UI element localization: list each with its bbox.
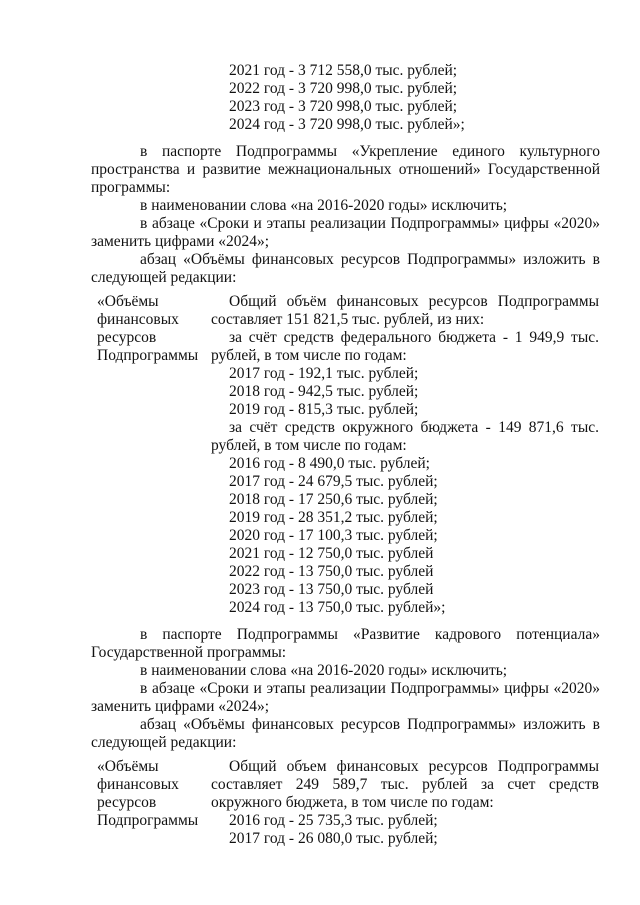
- table1-label-line3: ресурсов: [97, 329, 157, 346]
- table1-text-line3: за счёт средств федерального бюджета - 1 949,9 тыс.: [229, 329, 599, 346]
- table1-text-line8: за счёт средств окружного бюджета - 149 871,6 тыс.: [229, 419, 599, 436]
- table1-text-line15: 2021 год - 12 750,0 тыс. рублей: [229, 545, 434, 562]
- table1-text-line6: 2018 год - 942,5 тыс. рублей;: [229, 383, 419, 400]
- section1-item2-line1: в абзаце «Сроки и этапы реализации Подпрограммы» цифры «2020»: [140, 215, 600, 232]
- table2-text-line5: 2017 год - 26 080,0 тыс. рублей;: [229, 830, 438, 847]
- section2-item1: в наименовании слова «на 2016-2020 годы» исключить;: [140, 662, 508, 679]
- table1-text-line18: 2024 год - 13 750,0 тыс. рублей»;: [229, 599, 446, 616]
- table1-label-line4: Подпрограммы: [97, 347, 199, 364]
- table1-text-line7: 2019 год - 815,3 тыс. рублей;: [229, 401, 419, 418]
- top-amount-2021: 2021 год - 3 712 558,0 тыс. рублей;: [229, 62, 458, 79]
- section2-item3-line2: следующей редакции:: [91, 734, 237, 751]
- table1-text-line1: Общий объём финансовых ресурсов Подпрограммы: [229, 293, 599, 310]
- table1-text-line9: рублей, в том числе по годам:: [211, 437, 407, 454]
- section1-intro-line1: в паспорте Подпрограммы «Укрепление единого культурного: [140, 143, 600, 160]
- section1-intro-line3: программы:: [91, 179, 171, 196]
- table2-label-line1: «Объёмы: [97, 758, 159, 775]
- section2-item2-line2: заменить цифрами «2024»;: [91, 698, 270, 715]
- section1-item3-line2: следующей редакции:: [91, 269, 237, 286]
- section2-item3-line1: абзац «Объёмы финансовых ресурсов Подпрограммы» изложить в: [140, 716, 600, 733]
- section2-intro-line1: в паспорте Подпрограммы «Развитие кадрового потенциала»: [140, 626, 600, 643]
- table1-text-line13: 2019 год - 28 351,2 тыс. рублей;: [229, 509, 438, 526]
- section1-item1: в наименовании слова «на 2016-2020 годы» исключить;: [140, 197, 508, 214]
- section2-item2-line1: в абзаце «Сроки и этапы реализации Подпрограммы» цифры «2020»: [140, 680, 600, 697]
- table2-text-line1: Общий объем финансовых ресурсов Подпрограммы: [229, 758, 599, 775]
- table1-text-line10: 2016 год - 8 490,0 тыс. рублей;: [229, 455, 430, 472]
- table1-label-line1: «Объёмы: [97, 293, 159, 310]
- table1-text-line11: 2017 год - 24 679,5 тыс. рублей;: [229, 473, 438, 490]
- table2-label-line4: Подпрограммы: [97, 812, 199, 829]
- table2-label-line2: финансовых: [97, 776, 179, 793]
- table2-text-line2: составляет 249 589,7 тыс. рублей за счет средств: [211, 776, 599, 793]
- table1-text-line5: 2017 год - 192,1 тыс. рублей;: [229, 365, 419, 382]
- section1-intro-line2: пространства и развитие межнациональных отношений» Государственной: [91, 161, 600, 178]
- section2-intro-line2: Государственной программы:: [91, 644, 287, 661]
- table2-text-line3: окружного бюджета, в том числе по годам:: [211, 794, 494, 811]
- table1-text-line17: 2023 год - 13 750,0 тыс. рублей: [229, 581, 434, 598]
- table2-text-line4: 2016 год - 25 735,3 тыс. рублей;: [229, 812, 438, 829]
- table1-text-line14: 2020 год - 17 100,3 тыс. рублей;: [229, 527, 438, 544]
- top-amount-2022: 2022 год - 3 720 998,0 тыс. рублей;: [229, 80, 458, 97]
- table1-text-line16: 2022 год - 13 750,0 тыс. рублей: [229, 563, 434, 580]
- section1-item3-line1: абзац «Объёмы финансовых ресурсов Подпрограммы» изложить в: [140, 251, 600, 268]
- table1-text-line4: рублей, в том числе по годам:: [211, 347, 407, 364]
- table1-label-line2: финансовых: [97, 311, 179, 328]
- table1-text-line2: составляет 151 821,5 тыс. рублей, из них:: [211, 311, 485, 328]
- top-amount-2023: 2023 год - 3 720 998,0 тыс. рублей;: [229, 98, 458, 115]
- table2-label-line3: ресурсов: [97, 794, 157, 811]
- top-amount-2024: 2024 год - 3 720 998,0 тыс. рублей»;: [229, 116, 465, 133]
- section1-item2-line2: заменить цифрами «2024»;: [91, 233, 270, 250]
- table1-text-line12: 2018 год - 17 250,6 тыс. рублей;: [229, 491, 438, 508]
